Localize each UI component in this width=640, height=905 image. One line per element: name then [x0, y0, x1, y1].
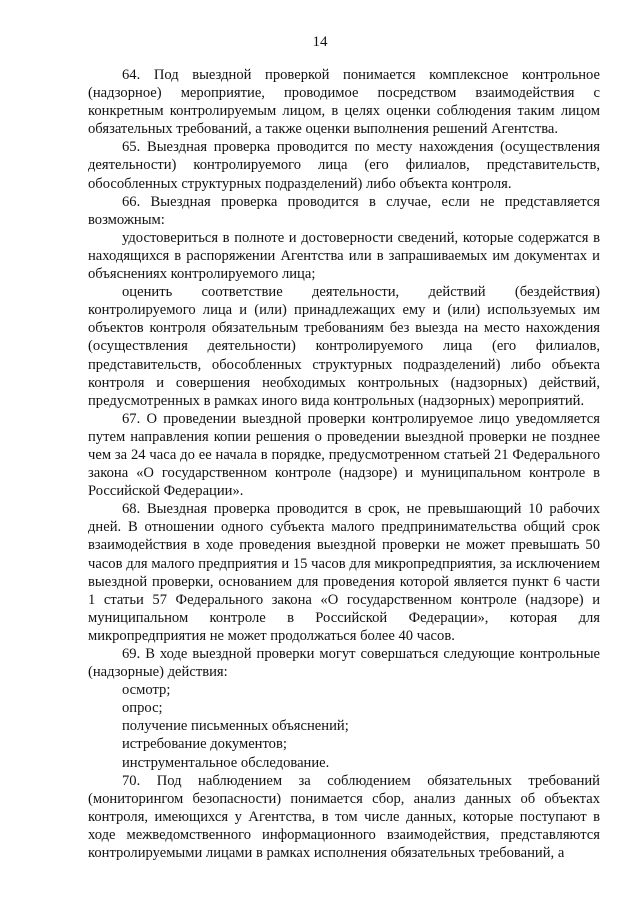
paragraph-65: 65. Выездная проверка проводится по месту нахождения (осуществления деятельности) контролируемого лица (его филиалов, представительств, обособленных структурных подразделений) либо объекта контроля. — [88, 139, 600, 192]
paragraph-69: 69. В ходе выездной проверки могут совершаться следующие контрольные (надзорные) действия: — [88, 646, 600, 681]
document-body — [88, 66, 600, 862]
action-list-item: осмотр; — [122, 682, 171, 699]
paragraph-68: 68. Выездная проверка проводится в срок, не превышающий 10 рабочих дней. В отношении одного субъекта малого предпринимательства общий срок взаимодействия в ходе проведения выездной проверки не может превышать 50 часов для малого предприятия и 15 часов для микропредприятия, за исключением выездной проверки, основанием для проведения которой является пункт 6 части 1 статьи 57 Федерального закона «О государственном контроле (надзоре) и муниципальном контроле в Российской Федерации», которая для микропредприятия не может продолжаться более 40 часов. — [88, 501, 600, 644]
paragraph-66: 66. Выездная проверка проводится в случае, если не представляется возможным: — [88, 193, 600, 228]
paragraph-70: 70. Под наблюдением за соблюдением обязательных требований (мониторингом безопасности) понимается сбор, анализ данных об объектах контроля, имеющихся у Агентства, в том числе данных, которые поступают в ходе межведомственного информационного взаимодействия, представляются контролируемыми лицами в рамках исполнения обязательных требований, а — [88, 772, 600, 862]
action-list-item: инструментальное обследование. — [122, 754, 330, 771]
paragraph-66-item-2: оценить соответствие деятельности, действий (бездействия) контролируемого лица и (или) принадлежащих ему и (или) используемых им объектов контроля обязательным требованиям без выезда на место нахождения (осуществления деятельности) контролируемого лица (его филиалов, представительств, обособленных структурных подразделений) либо объекта контроля и совершения необходимых контрольных (надзорных) действий, предусмотренных в рамках иного вида контрольных (надзорных) мероприятий. — [88, 284, 600, 409]
action-list-item: получение письменных объяснений; — [122, 718, 349, 735]
action-list-item: опрос; — [122, 700, 163, 717]
paragraph-67: 67. О проведении выездной проверки контролируемое лицо уведомляется путем направления копии решения о проведении выездной проверки не позднее чем за 24 часа до ее начала в порядке, предусмотренном статьей 21 Федерального закона «О государственном контроле (надзоре) и муниципальном контроле в Российской Федерации». — [88, 410, 600, 500]
paragraph-66-item-1: удостовериться в полноте и достоверности сведений, которые содержатся в находящихся в распоряжении Агентства или в запрашиваемых им документах и объяснениях контролируемого лица; — [88, 229, 600, 283]
paragraph-64: 64. Под выездной проверкой понимается комплексное контрольное (надзорное) мероприятие, проводимое посредством взаимодействия с конкретным контролируемым лицом, в целях оценки соблюдения таким лицом обязательных требований, а также оценки выполнения решений Агентства. — [88, 67, 600, 138]
action-list-item: истребование документов; — [122, 736, 287, 753]
page-number: 14 — [312, 34, 328, 50]
